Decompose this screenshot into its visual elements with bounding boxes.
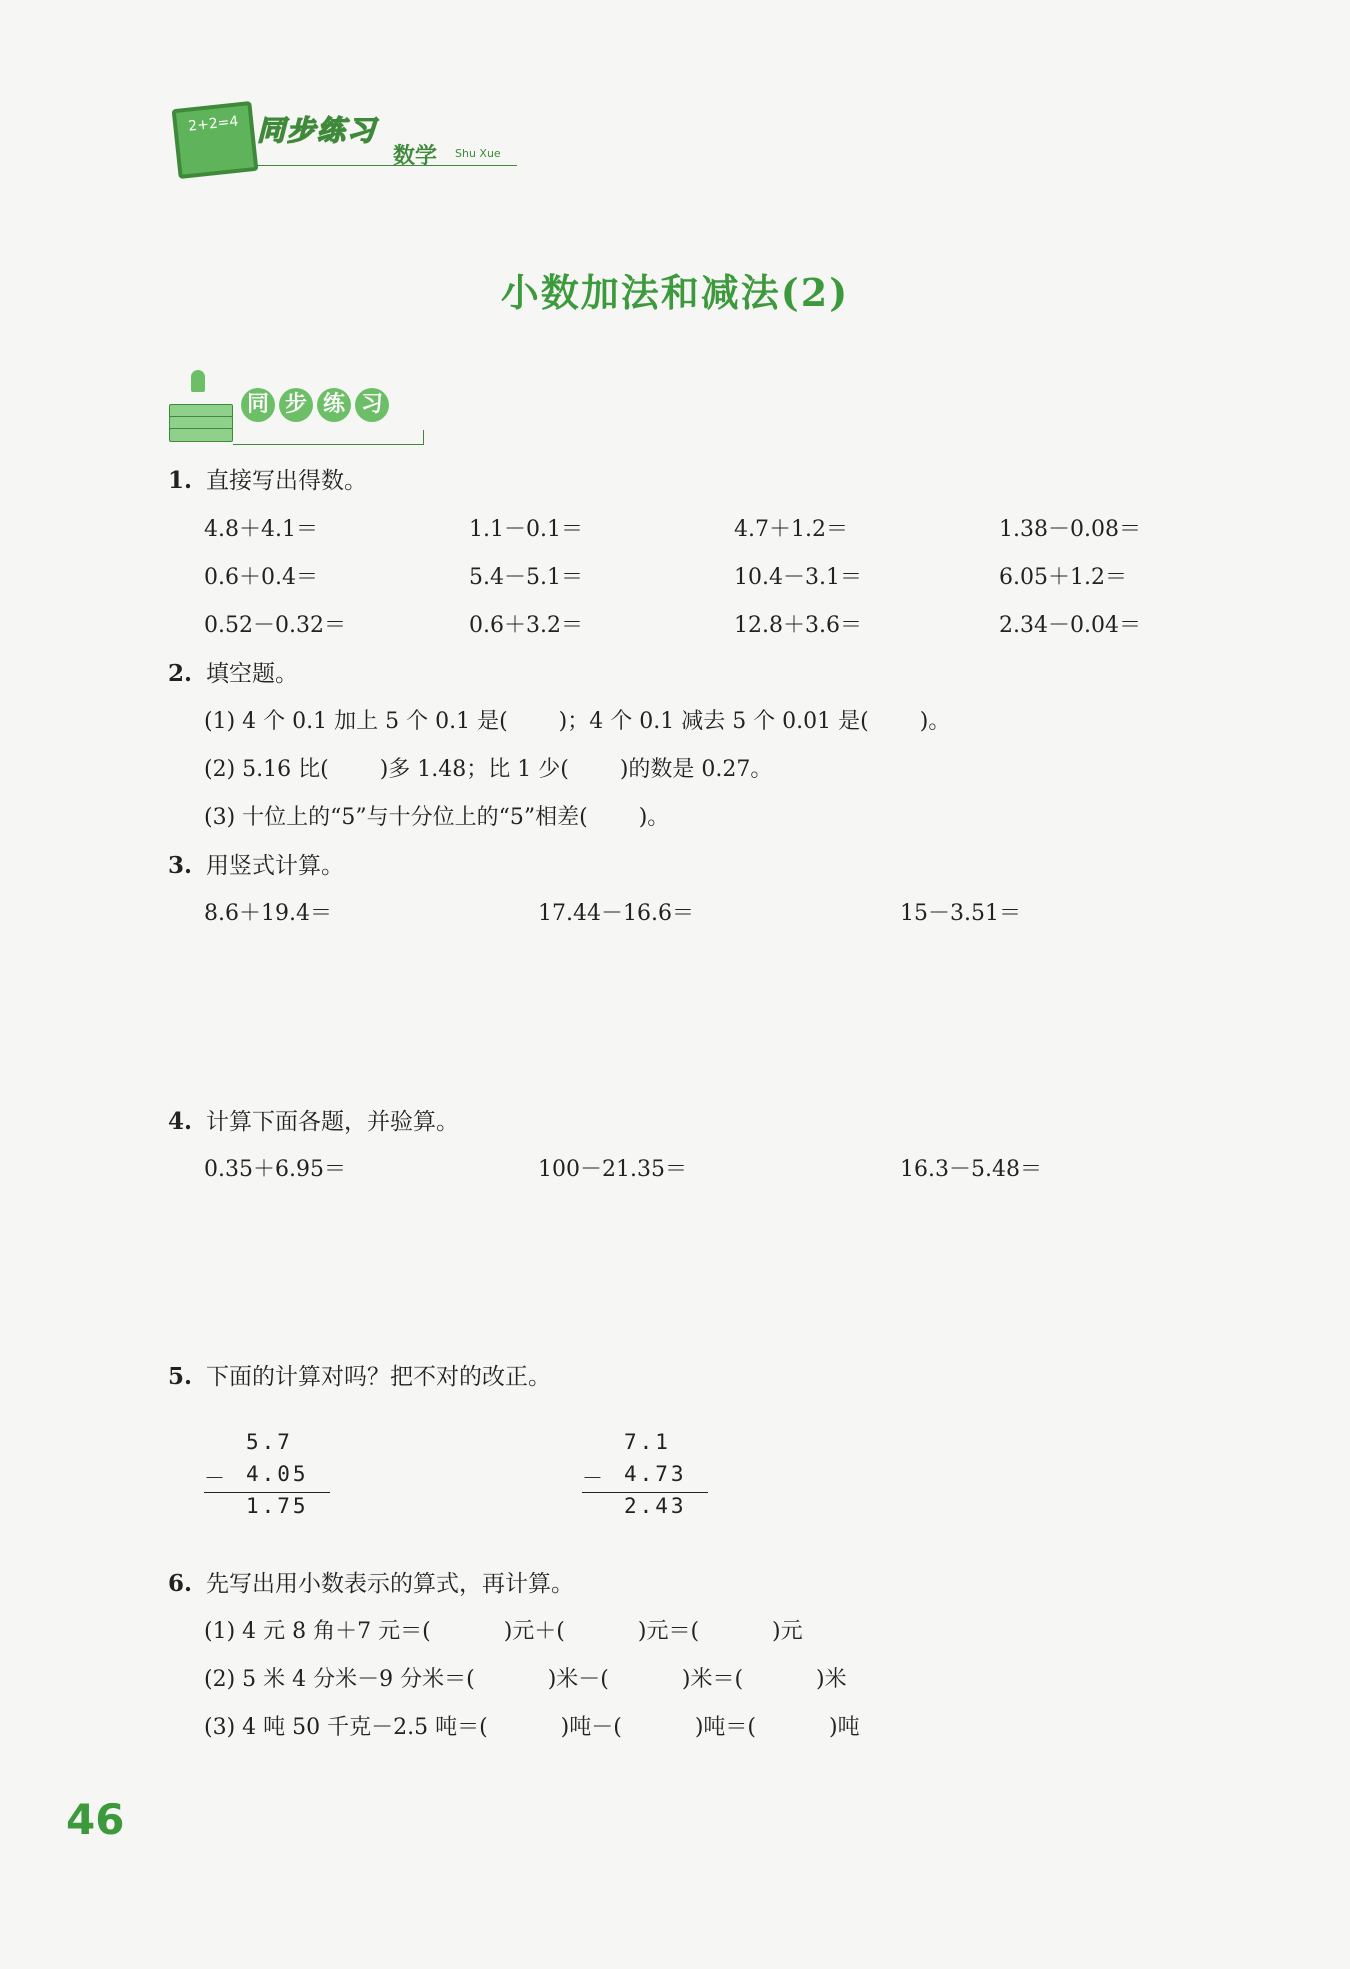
question-text: 下面的计算对吗？把不对的改正。 <box>206 1364 552 1390</box>
question-text: 先写出用小数表示的算式，再计算。 <box>206 1571 575 1597</box>
question-text: 用竖式计算。 <box>206 853 345 879</box>
operator: － <box>204 1466 228 1490</box>
section-banner <box>165 368 435 448</box>
page-number: 46 <box>66 1795 125 1844</box>
banner-char: 步 <box>279 388 313 422</box>
unit-conversion-item: (3) 4 吨 50 千克－2.5 吨＝( )吨－( )吨＝( )吨 <box>204 1715 860 1740</box>
expression: 6.05＋1.2＝ <box>999 565 1127 590</box>
expression: 17.44－16.6＝ <box>538 901 694 926</box>
question-number: 2. <box>168 660 193 687</box>
question-6-heading <box>168 1565 574 1598</box>
page-title: 小数加法和减法(2) <box>500 270 850 315</box>
result-line <box>582 1492 708 1493</box>
vertical-calculation <box>204 1430 344 1530</box>
banner-char: 习 <box>355 388 389 422</box>
expression: 15－3.51＝ <box>900 901 1021 926</box>
question-text: 计算下面各题，并验算。 <box>206 1109 460 1135</box>
expression: 0.6＋0.4＝ <box>204 565 318 590</box>
chalkboard-icon: 2+2=4 <box>172 101 259 179</box>
question-number: 3. <box>168 852 193 879</box>
section-banner-label <box>241 388 389 422</box>
subject-label: 数学 <box>393 144 438 169</box>
minuend: 5.7 <box>246 1430 293 1454</box>
expression: 1.38－0.08＝ <box>999 517 1141 542</box>
expression: 0.35＋6.95＝ <box>204 1157 346 1182</box>
expression: 100－21.35＝ <box>538 1157 687 1182</box>
subject-pinyin: Shu Xue <box>455 147 501 160</box>
expression: 2.34－0.04＝ <box>999 613 1141 638</box>
result-line <box>204 1492 330 1493</box>
expression: 16.3－5.48＝ <box>900 1157 1042 1182</box>
unit-conversion-item: (2) 5 米 4 分米－9 分米＝( )米－( )米＝( )米 <box>204 1667 847 1692</box>
question-text: 直接写出得数。 <box>206 468 368 494</box>
question-2-heading <box>168 655 298 688</box>
fill-in-item: (3) 十位上的“5”与十分位上的“5”相差( )。 <box>204 805 670 830</box>
operator: － <box>582 1466 606 1490</box>
expression: 10.4－3.1＝ <box>734 565 862 590</box>
vertical-calculation <box>582 1430 722 1530</box>
question-number: 5. <box>168 1363 193 1390</box>
header-underline <box>257 165 517 166</box>
question-number: 1. <box>168 467 193 494</box>
minuend: 7.1 <box>624 1430 671 1454</box>
expression: 8.6＋19.4＝ <box>204 901 332 926</box>
expression: 5.4－5.1＝ <box>469 565 583 590</box>
banner-char: 练 <box>317 388 351 422</box>
expression: 0.52－0.32＝ <box>204 613 346 638</box>
fill-in-item: (2) 5.16 比( )多 1.48；比 1 少( )的数是 0.27。 <box>204 757 773 782</box>
expression: 0.6＋3.2＝ <box>469 613 583 638</box>
expression: 1.1－0.1＝ <box>469 517 583 542</box>
question-3-heading <box>168 847 344 880</box>
result: 1.75 <box>246 1494 309 1518</box>
expression: 12.8＋3.6＝ <box>734 613 862 638</box>
question-4-heading <box>168 1103 459 1136</box>
header-logo <box>165 95 525 185</box>
series-title: 同步练习 <box>257 114 378 147</box>
books-icon <box>169 386 231 438</box>
banner-char: 同 <box>241 388 275 422</box>
result: 2.43 <box>624 1494 687 1518</box>
question-1-heading <box>168 462 367 495</box>
fill-in-item: (1) 4 个 0.1 加上 5 个 0.1 是( )；4 个 0.1 减去 5 个 0.01 是( )。 <box>204 709 951 734</box>
lamp-icon <box>191 370 205 392</box>
question-number: 6. <box>168 1570 193 1597</box>
expression: 4.7＋1.2＝ <box>734 517 848 542</box>
unit-conversion-item: (1) 4 元 8 角＋7 元＝( )元＋( )元＝( )元 <box>204 1619 803 1644</box>
question-5-heading <box>168 1358 551 1391</box>
question-number: 4. <box>168 1108 193 1135</box>
expression: 4.8＋4.1＝ <box>204 517 318 542</box>
banner-underline <box>233 430 424 445</box>
subtrahend: 4.05 <box>246 1462 309 1486</box>
subtrahend: 4.73 <box>624 1462 687 1486</box>
question-text: 填空题。 <box>206 661 299 687</box>
